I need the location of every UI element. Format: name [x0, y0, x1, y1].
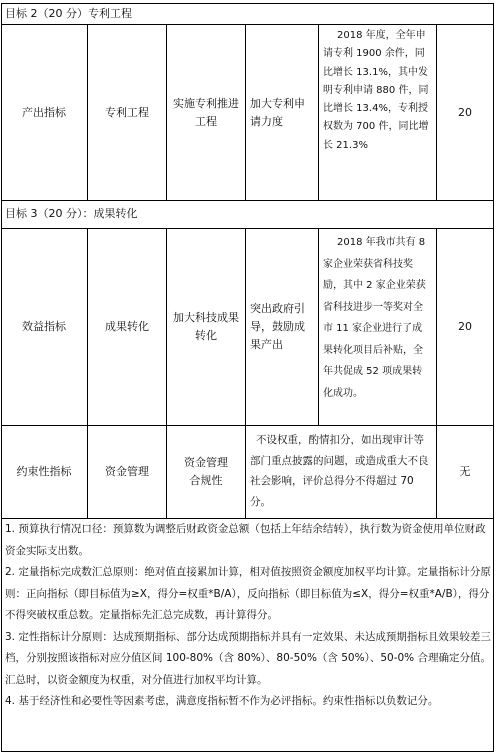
note-3: 3. 定性指标计分原则：达成预期指标、部分达成预期指标并具有一定效果、未达成预期指标且效果较差三档，分别按照该指标对应分值区间 100-80%（含 80%）、80-50%（含 50%）、50-0% 合理确定分值。汇总时，以资金额度为权重，对分值进行加权平均计算。	[5, 630, 491, 686]
row-divider	[1, 200, 494, 201]
constraint-second-indicator: 资金管理	[105, 465, 149, 478]
goal2-third-indicator: 实施专利推进工程	[173, 96, 239, 128]
note-2: 2. 定量指标完成数汇总原则：绝对值直接累加计算，相对值按照资金额度加权平均计算。定量指标计分原则：正向指标（即目标值为≥X，得分=权重*B/A），反向指标（即目标值为≤X，得分=权重*A/B），得分不得突破权重总数。定量指标先汇总完成数，再计算得分。	[5, 566, 491, 621]
goal2-score: 20	[458, 105, 472, 119]
goal2-first-indicator: 产出指标	[22, 105, 66, 119]
goal3-title: 目标 3（20 分）：成果转化	[5, 207, 138, 220]
goal2-title: 目标 2（20 分）专利工程	[5, 7, 132, 20]
goal3-third-indicator: 加大科技成果转化	[173, 311, 239, 342]
goal3-score: 20	[458, 320, 472, 333]
note-1: 1. 预算执行情况口径：预算数为调整后财政资金总额（包括上年结余结转），执行数为资金使用单位财政资金实际支出数。	[5, 523, 486, 557]
goal2-target: 加大专利申请力度	[250, 96, 305, 128]
goal2-completion: 2018 年度，全年申请专利 1900 余件，同比增长 13.1%，其中发明专利申请 880 件，同比增长 13.4%，专利授权数为 700 件，同比增长 21.3%	[323, 30, 429, 151]
goal3-target: 突出政府引导，鼓励成果产出	[250, 302, 305, 351]
constraint-first-indicator: 约束性指标	[16, 465, 72, 478]
constraint-description: 不设权重，酌情扣分，如出现审计等部门重点披露的问题，或造成重大不良社会影响，评价总得分不得超过 70 分。	[250, 434, 429, 508]
goal2-second-indicator: 专利工程	[105, 105, 149, 119]
constraint-score: 无	[459, 465, 471, 478]
goal3-completion: 2018 年我市共有 8 家企业荣获省科技奖励，其中 2 家企业荣获省科技进步一等奖对全市 11 家企业进行了成果转化项目后补贴，全年共促成 52 项成果转化成功。	[323, 237, 426, 399]
goal3-second-indicator: 成果转化	[105, 320, 149, 333]
goal3-first-indicator: 效益指标	[22, 320, 66, 333]
notes	[5, 519, 492, 713]
note-4: 4. 基于经济性和必要性等因素考虑，满意度指标暂不作为必评指标。约束性指标以负数记分。	[5, 695, 439, 707]
constraint-third-indicator: 资金管理合规性	[184, 456, 228, 487]
